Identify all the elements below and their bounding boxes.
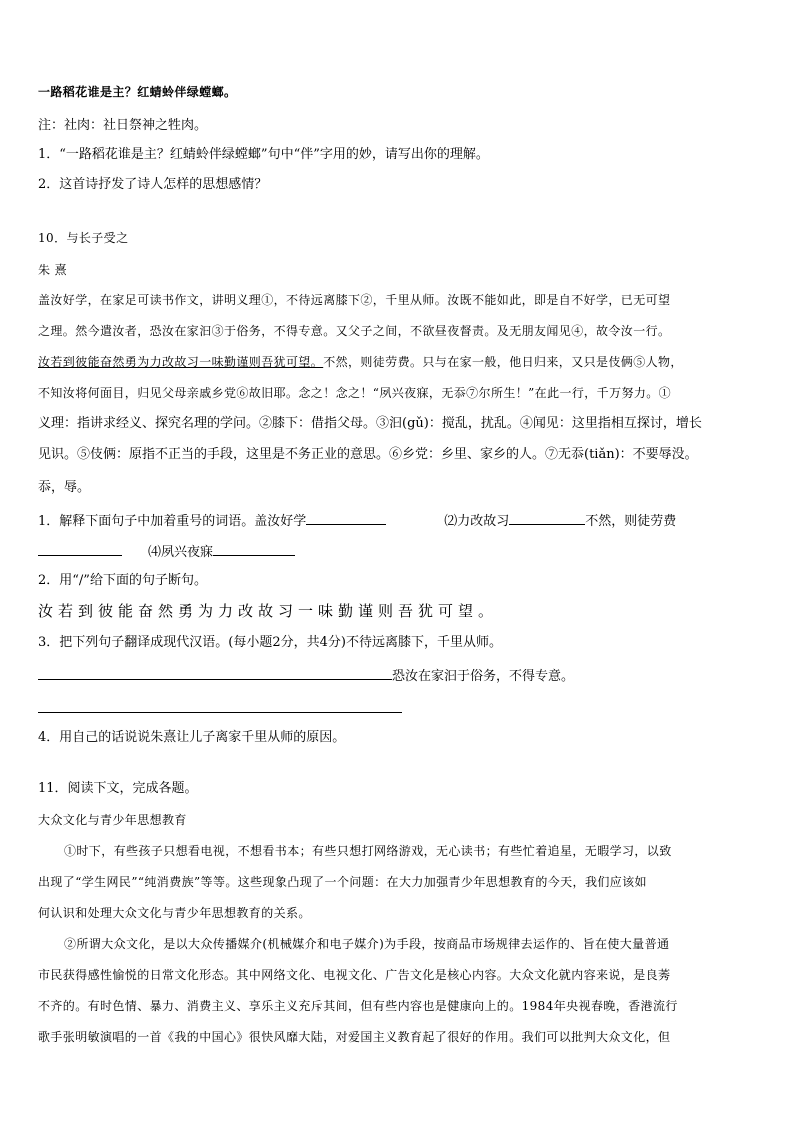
q9-question-1: 1．“一路稻花谁是主？红蜻蛉伴绿螳螂”句中“伴”字用的妙，请写出你的理解。 (38, 147, 489, 162)
q10-question-4: 4．用自己的话说说朱熹让儿子离家千里从师的原因。 (38, 730, 346, 745)
question-text: ⑵力改故习 (444, 514, 510, 529)
section10-note-line: 忝，辱。 (38, 480, 91, 495)
question-text: 1．解释下面句子中加着重号的词语。盖汝好学 (38, 514, 307, 529)
q10-question-1 (38, 510, 676, 531)
sentence-to-punctuate: 汝若到彼能奋然勇为力改故习一味勤谨则吾犹可望。 (38, 602, 499, 620)
article-paragraph-line: 不齐的。有时色情、暴力、消费主义、享乐主义充斥其间，但有些内容也是健康向上的。1984年央视春晚，香港流行 (38, 999, 678, 1013)
section10-note-line: 见识。⑤伎俩：原指不正当的手段，这里是不务正业的意思。⑥乡党：乡里、家乡的人。⑦无忝(tiǎn)：不要辱没。 (38, 447, 698, 462)
q9-question-2: 2．这首诗抒发了诗人怎样的思想感情？ (38, 177, 268, 192)
section10-author: 朱 熹 (38, 263, 68, 277)
question-text: 不然，则徒劳费 (585, 514, 677, 529)
section10-passage-line: 不知汝将何面目，归见父母亲戚乡党⑥故旧耶。念之！念之！“夙兴夜寐，无忝⑦尔所生！”在此一行，千万努力。① (38, 386, 672, 400)
q10-question-2: 2．用“/”给下面的句子断句。 (38, 573, 207, 588)
answer-blank[interactable] (509, 510, 585, 525)
answer-blank[interactable] (38, 665, 392, 680)
article-paragraph-line: 歌手张明敏演唱的一首《我的中国心》很快风靡大陆，对爱国主义教育起了很好的作用。我们可以批判大众文化，但 (38, 1030, 671, 1044)
article-paragraph-line: 出现了“学生网民”“纯消费族”等等。这些现象凸现了一个问题：在大力加强青少年思想教育的今天，我们应该如 (38, 875, 647, 889)
underlined-sentence: 汝若到彼能奋然勇为力改故习一味勤谨则吾犹可望。 (38, 355, 324, 369)
answer-line[interactable] (38, 711, 402, 713)
article-paragraph-line: 市民获得感性愉悦的日常文化形态。其中网络文化、电视文化、广告文化是核心内容。大众文化就内容来说，是良莠 (38, 968, 671, 982)
answer-blank[interactable] (38, 541, 122, 556)
article-paragraph-line: ①时下，有些孩子只想看电视，不想看书本；有些只想打网络游戏，无心读书；有些忙着追星，无暇学习，以致 (64, 844, 672, 858)
article-paragraph-line: 何认识和处理大众文化与青少年思想教育的关系。 (38, 906, 311, 920)
section10-title: 10．与长子受之 (38, 231, 129, 245)
section11-title: 11．阅读下文，完成各题。 (38, 781, 198, 796)
poem-note: 注：社肉：社日祭神之牲肉。 (38, 118, 208, 133)
q10-question-3: 3．把下列句子翻译成现代汉语。(每小题2分，共4分)不待远离膝下，千里从师。 (38, 635, 502, 650)
answer-blank[interactable] (306, 510, 386, 525)
q10-question-3-b (38, 665, 574, 686)
article-title: 大众文化与青少年思想教育 (38, 813, 187, 827)
question-text: ⑷夙兴夜寐 (148, 545, 214, 560)
passage-text: 不然，则徒劳费。只与在家一般，他日归来，又只是伎俩⑤人物， (323, 355, 683, 369)
section10-passage-line: 之理。然今遣汝者，恐汝在家汩③于俗务，不得专意。又父子之间，不欲昼夜督责。及无朋友闻见④，故令汝一行。 (38, 324, 671, 338)
question-text: 恐汝在家汩于俗务，不得专意。 (392, 669, 575, 684)
section10-note-line: 义理：指讲求经义、探究名理的学问。②膝下：借指父母。③汩(gǔ)：搅乱，扰乱。④闻见：这里指相互探讨，增长 (38, 416, 702, 431)
section10-passage-line: 盖汝好学，在家足可读书作文，讲明义理①，不待远离膝下②，千里从师。汝既不能如此，即是自不好学，已无可望 (38, 293, 671, 307)
poem-tail-line: 一路稻花谁是主？红蜻蛉伴绿螳螂。 (38, 85, 237, 99)
q10-question-1-cont (38, 541, 295, 562)
answer-blank[interactable] (213, 541, 295, 556)
article-paragraph-line: ②所谓大众文化，是以大众传播媒介(机械媒介和电子媒介)为手段，按商品市场规律去运作的、旨在使大量普通 (64, 937, 670, 951)
section10-passage-line (38, 353, 683, 371)
